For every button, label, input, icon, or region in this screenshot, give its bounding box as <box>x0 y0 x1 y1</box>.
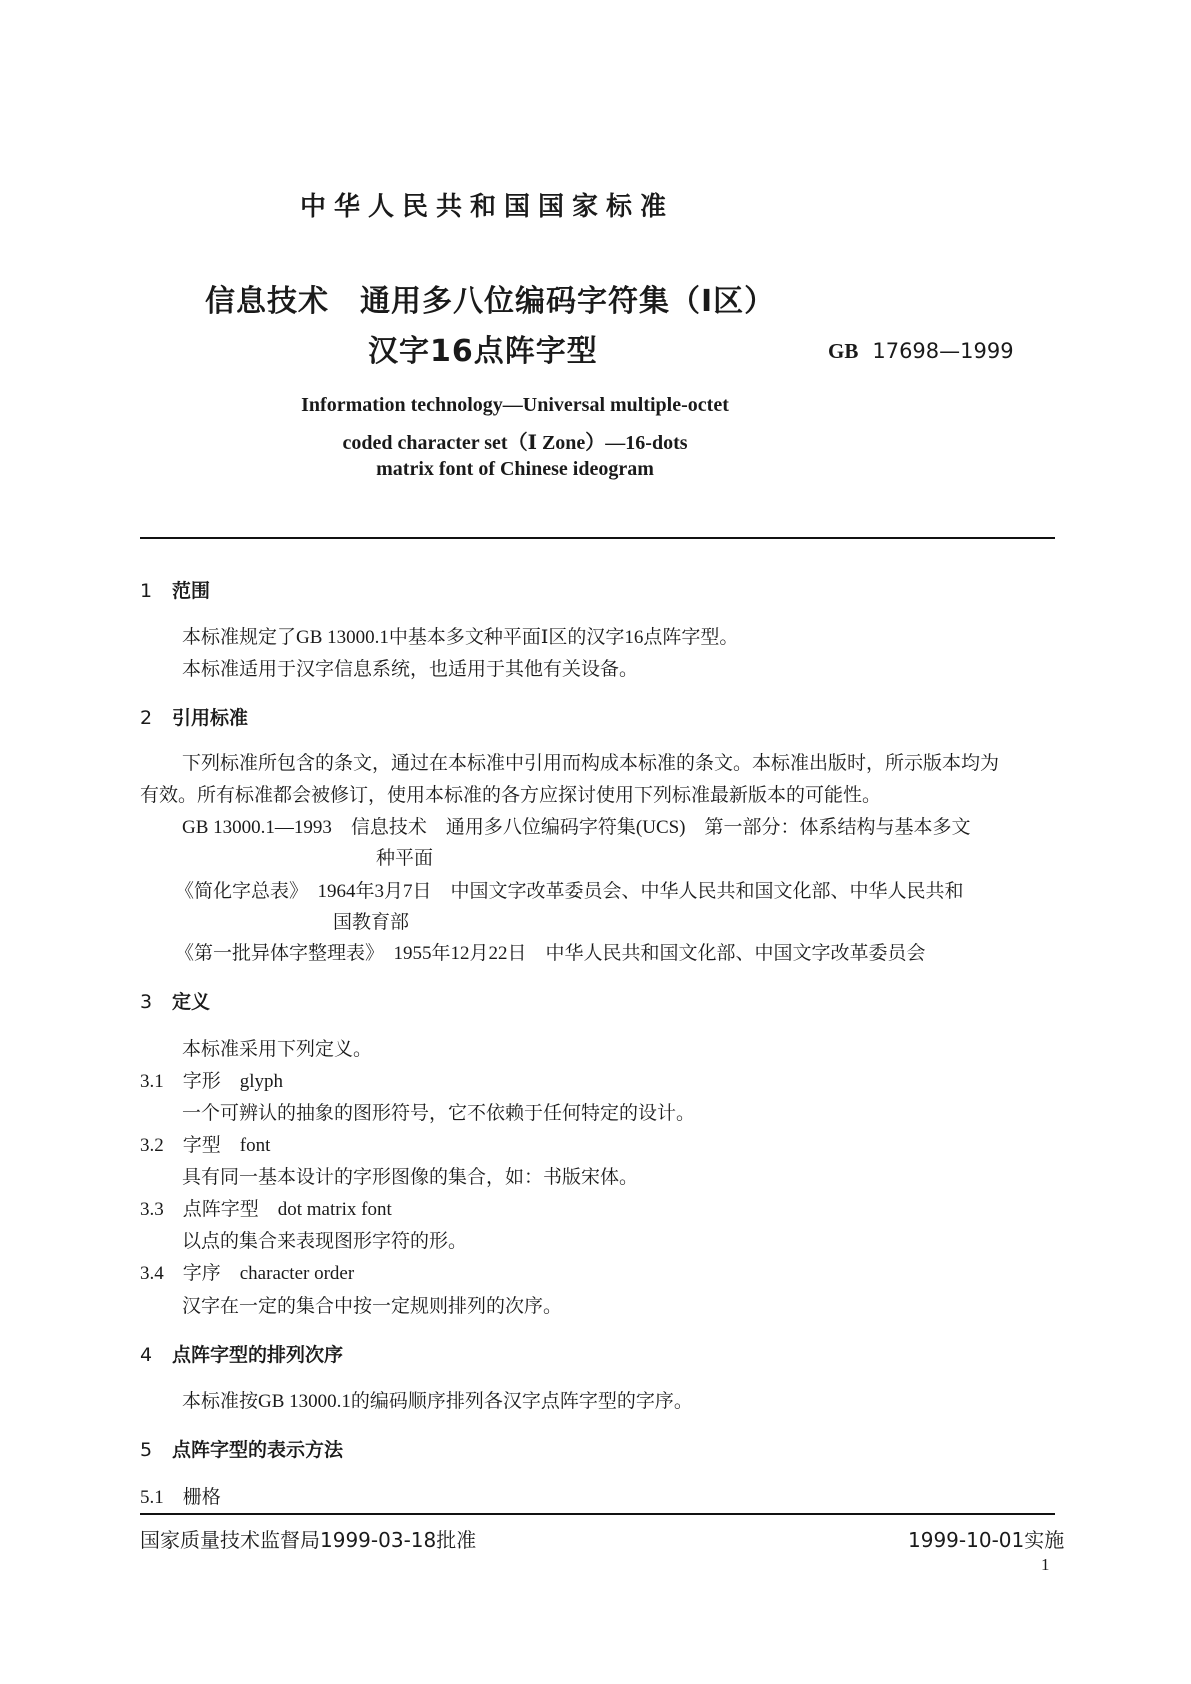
section-4-heading <box>140 1340 343 1367</box>
paragraph: 本标准规定了GB 13000.1中基本多文种平面Ⅰ区的汉字16点阵字型。 <box>182 627 739 648</box>
section-title: 范围 <box>172 580 211 602</box>
footer-divider <box>140 1513 1055 1515</box>
english-title-line-1: Information technology—Universal multiple-octet <box>301 394 729 416</box>
subsection-heading: 5.1 栅格 <box>140 1487 221 1508</box>
standard-prefix: GB <box>828 339 859 363</box>
definition-text: 一个可辨认的抽象的图形符号，它不依赖于任何特定的设计。 <box>182 1103 696 1124</box>
standard-code: 17698—1999 <box>872 339 1014 363</box>
reference-item: 《简化字总表》 1964年3月7日 中国文字改革委员会、中华人民共和国文化部、中华人民共和 <box>175 881 964 902</box>
title-line-1: 信息技术 通用多八位编码字符集（Ⅰ区） <box>205 284 776 319</box>
section-number: 4 <box>140 1344 153 1366</box>
definition-text: 汉字在一定的集合中按一定规则排列的次序。 <box>182 1296 563 1317</box>
section-3-heading <box>140 987 210 1014</box>
approval-line: 国家质量技术监督局1999-03-18批准 <box>140 1528 477 1552</box>
section-5-heading <box>140 1435 343 1462</box>
page-number: 1 <box>1041 1555 1050 1574</box>
paragraph: 本标准适用于汉字信息系统，也适用于其他有关设备。 <box>182 659 639 680</box>
section-title: 点阵字型的排列次序 <box>172 1344 344 1366</box>
section-number: 5 <box>140 1439 153 1461</box>
reference-item-continuation: 国教育部 <box>333 912 410 933</box>
reference-item-continuation: 种平面 <box>376 848 434 869</box>
definition-heading: 3.2 字型 font <box>140 1135 271 1156</box>
section-title: 引用标准 <box>172 707 249 729</box>
english-title-line-3: matrix font of Chinese ideogram <box>376 458 654 480</box>
paragraph: 本标准采用下列定义。 <box>182 1039 373 1060</box>
reference-item: GB 13000.1—1993 信息技术 通用多八位编码字符集(UCS) 第一部分：体系结构与基本多文 <box>182 817 971 838</box>
definition-text: 以点的集合来表现图形字符的形。 <box>182 1231 468 1252</box>
title-line-2: 汉字16点阵字型 <box>368 334 598 369</box>
section-title: 点阵字型的表示方法 <box>172 1439 344 1461</box>
definition-heading: 3.3 点阵字型 dot matrix font <box>140 1199 392 1220</box>
definition-heading: 3.1 字形 glyph <box>140 1071 284 1092</box>
national-standard-heading: 中华人民共和国国家标准 <box>300 192 675 222</box>
paragraph: 本标准按GB 13000.1的编码顺序排列各汉字点阵字型的字序。 <box>182 1391 693 1412</box>
paragraph: 下列标准所包含的条文，通过在本标准中引用而构成本标准的条文。本标准出版时，所示版本均为 <box>182 753 1000 774</box>
section-number: 3 <box>140 991 153 1013</box>
reference-item: 《第一批异体字整理表》 1955年12月22日 中华人民共和国文化部、中国文字改革委员会 <box>175 943 926 964</box>
section-1-heading <box>140 576 210 603</box>
paragraph: 有效。所有标准都会被修订，使用本标准的各方应探讨使用下列标准最新版本的可能性。 <box>140 785 882 806</box>
header-divider <box>140 537 1055 539</box>
section-2-heading <box>140 703 248 730</box>
definition-heading: 3.4 字序 character order <box>140 1263 355 1284</box>
section-number: 2 <box>140 707 153 729</box>
definition-text: 具有同一基本设计的字形图像的集合，如：书版宋体。 <box>182 1167 639 1188</box>
effective-date: 1999-10-01实施 <box>908 1528 1065 1552</box>
section-number: 1 <box>140 580 153 602</box>
standard-number <box>828 339 1014 364</box>
english-title-line-2: coded character set（Ⅰ Zone）—16-dots <box>342 432 688 454</box>
section-title: 定义 <box>172 991 211 1013</box>
